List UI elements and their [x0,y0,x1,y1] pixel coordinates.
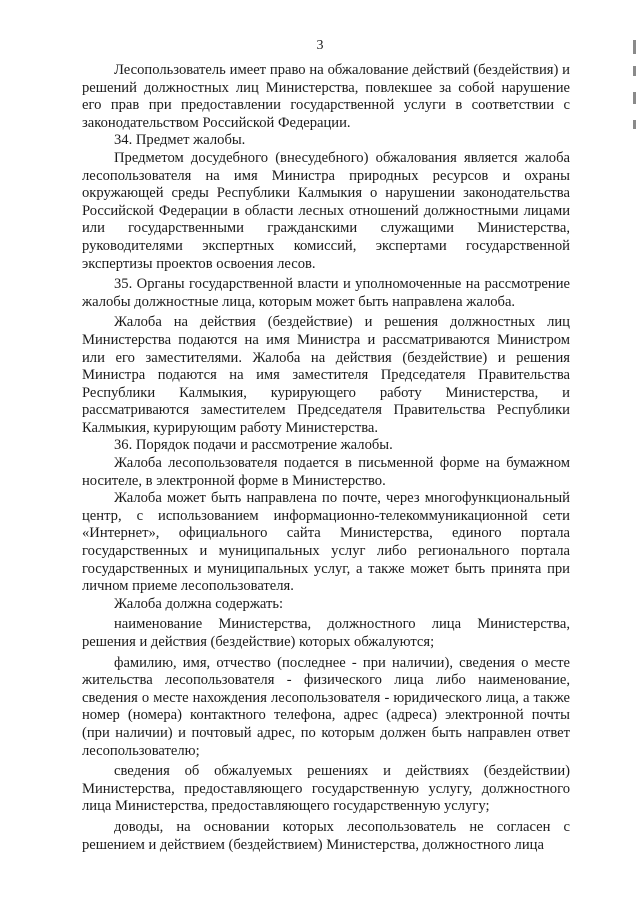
paragraph-submission-channels: Жалоба может быть направлена по почте, через многофункциональный центр, с использованием информационно-телекоммуникационной сети «Интернет», официального сайта Министерства, единого портала государственных и муниципальных услуг либо регионального портала государственных и муниципальных услуг, а также может быть принята при личном приеме лесопользователя. [82,490,570,595]
paragraph-right-to-appeal: Лесопользователь имеет право на обжалование действий (бездействия) и решений должностных лиц Министерства, повлекшее за собой нарушение его прав при предоставлении государственной услуги в соответствии с законодательством Российской Федерации. [82,62,570,131]
scan-edge-marks [630,40,636,160]
paragraph-subject-of-complaint: Предметом досудебного (внесудебного) обжалования является жалоба лесопользователя на имя Министра природных ресурсов и охраны окружающей среды Республики Калмыкия о нарушении законодательства Российской Федерации в области лесных отношений должностными лицами или государственными гражданскими служащими Министерства, руководителями экспертных комиссий, экспертами государственной экспертизы проектов освоения лесов. [82,149,570,272]
list-item-appealed-decisions: сведения об обжалуемых решениях и действиях (бездействии) Министерства, предоставляющего государственную услугу, должностного лица Министерства, предоставляющего государственную услугу; [82,763,570,815]
scan-edge-mark [633,92,636,104]
section-35-heading: 35. Органы государственной власти и уполномоченные на рассмотрение жалобы должностные лица, которым может быть направлена жалоба. [82,276,570,310]
list-item-applicant-details: фамилию, имя, отчество (последнее - при наличии), сведения о месте жительства лесопользователя - физического лица либо наименование, сведения о месте нахождения лесопользователя - юридического лица, а также номер (номера) контактного телефона, адрес (адреса) электронной почты (при наличии) и почтовый адрес, по которым должен быть направлен ответ лесопользователю; [82,654,570,759]
scan-edge-mark [633,40,636,54]
list-item-arguments: доводы, на основании которых лесопользователь не согласен с решением и действием (бездействием) Министерства, должностного лица [82,818,570,853]
list-item-ministry-name: наименование Министерства, должностного лица Министерства, решения и действия (бездействие) которых обжалуются; [82,616,570,650]
section-34-heading: 34. Предмет жалобы. [114,132,246,149]
document-body [82,62,570,854]
section-36-heading: 36. Порядок подачи и рассмотрение жалобы. [114,437,393,454]
paragraph-written-form: Жалоба лесопользователя подается в письменной форме на бумажном носителе, в электронной форме в Министерство. [82,455,570,489]
scan-edge-mark [633,120,636,129]
scan-edge-mark [633,66,636,76]
paragraph-complaint-contents-intro: Жалоба должна содержать: [114,595,284,612]
paragraph-complaint-addressees: Жалоба на действия (бездействие) и решения должностных лиц Министерства подаются на имя Министра и рассматриваются Министром или его заместителями. Жалоба на действия (бездействие) и решения Министра подаются на имя заместителя Председателя Правительства Республики Калмыкия, курирующего работу Министерства, и рассматриваются заместителем Председателя Правительства Республики Калмыкия, курирующим работу Министерства. [82,314,570,436]
page-number: 3 [316,38,324,53]
